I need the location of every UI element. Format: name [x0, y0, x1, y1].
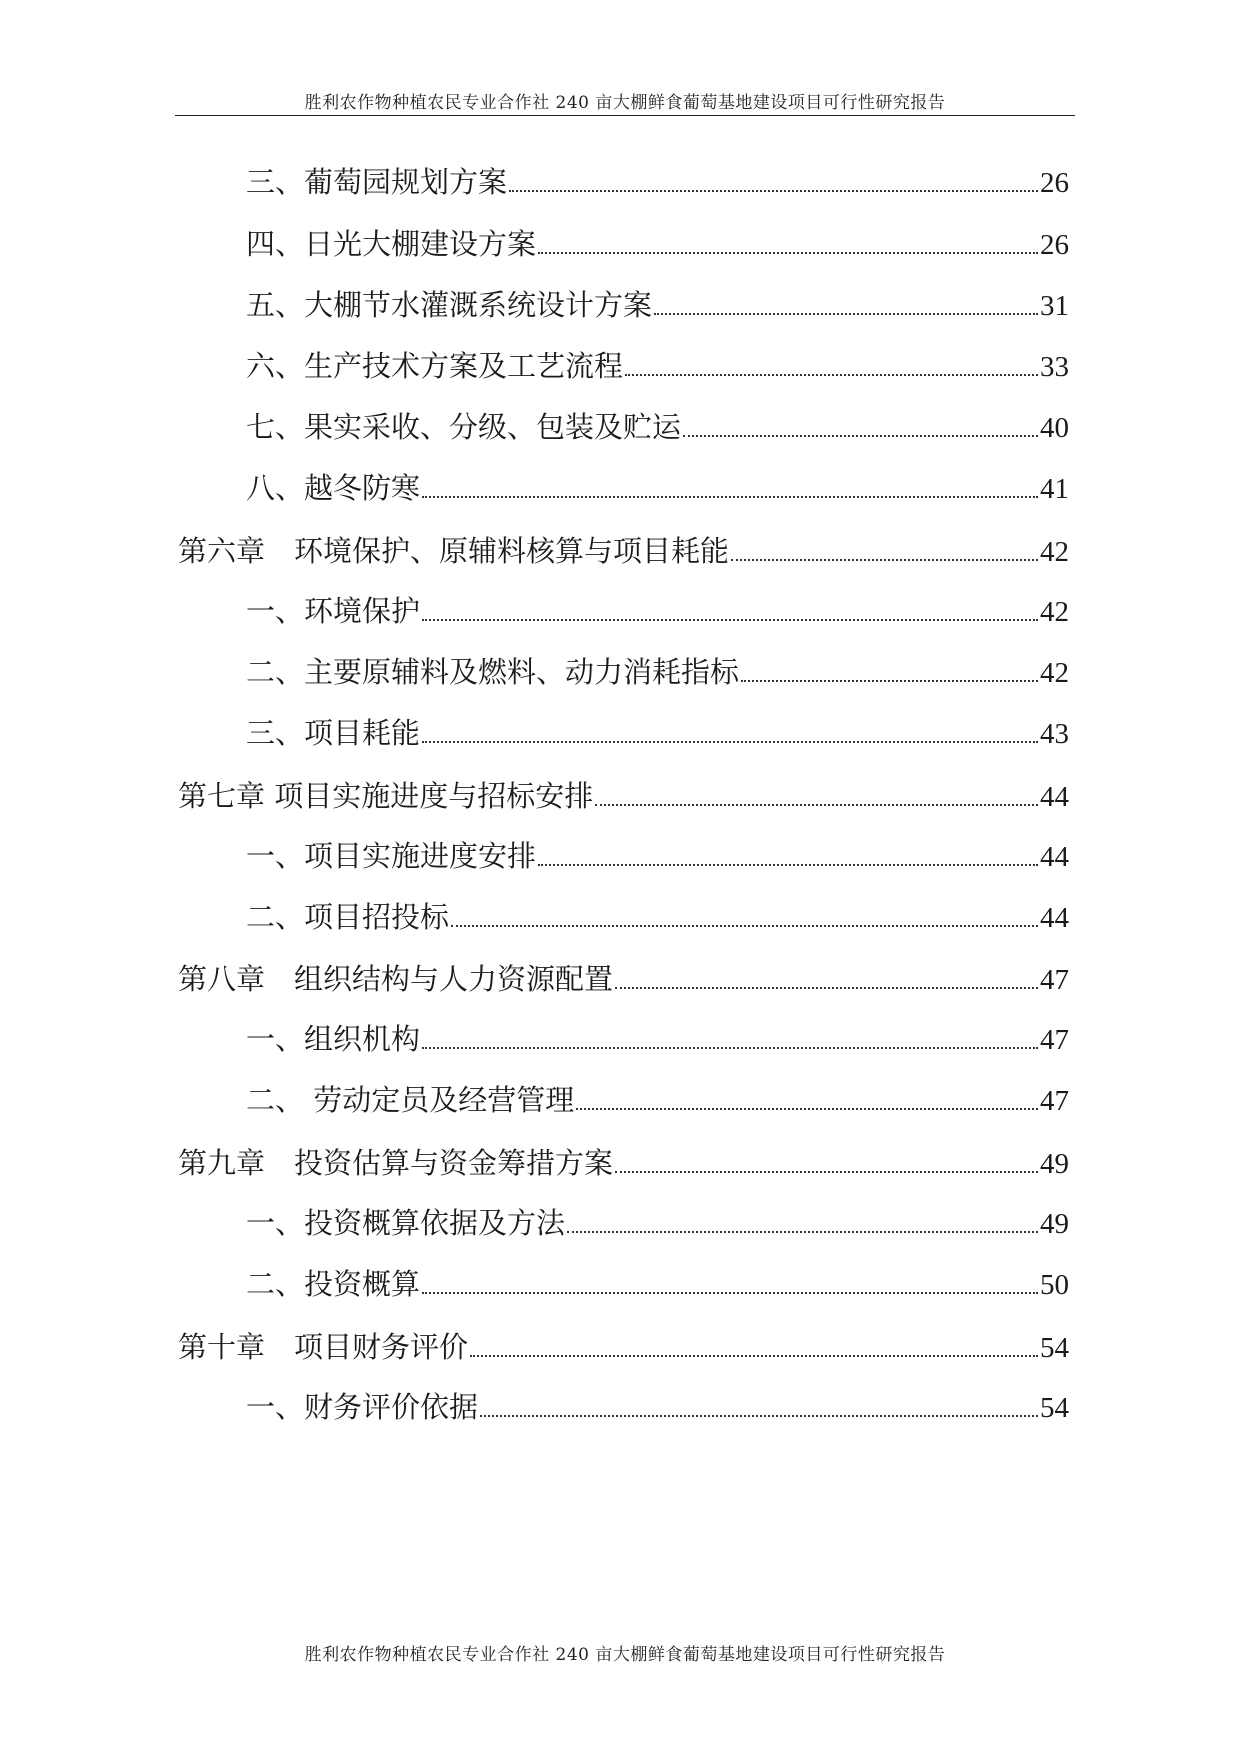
- toc-entry-page: 44: [1040, 781, 1069, 813]
- toc-entry-page: 33: [1040, 351, 1069, 383]
- toc-entry[interactable]: [246, 344, 1069, 388]
- toc-leader: [538, 252, 1038, 254]
- toc-entry-page: 42: [1040, 536, 1069, 568]
- toc-chapter-entry[interactable]: [178, 774, 1069, 818]
- toc-entry-title: 五、大棚节水灌溉系统设计方案: [246, 288, 653, 322]
- toc-entry[interactable]: [246, 711, 1069, 755]
- toc-entry-page: 47: [1040, 1085, 1069, 1117]
- toc-entry[interactable]: [246, 1262, 1069, 1306]
- toc-entry[interactable]: [246, 405, 1069, 449]
- page-footer: 胜利农作物种植农民专业合作社 240 亩大棚鲜食葡萄基地建设项目可行性研究报告: [304, 1645, 946, 1665]
- toc-entry-page: 42: [1040, 657, 1069, 689]
- toc-leader: [683, 435, 1038, 437]
- toc-entry-title: 一、投资概算依据及方法: [246, 1206, 566, 1240]
- toc-entry-page: 26: [1040, 229, 1069, 261]
- toc-entry-title: 二、 劳动定员及经营管理: [246, 1083, 575, 1117]
- toc-entry-title: 第七章 项目实施进度与招标安排: [178, 779, 594, 813]
- toc-entry-title: 第八章 组织结构与人力资源配置: [178, 962, 614, 996]
- toc-entry-title: 第九章 投资估算与资金筹措方案: [178, 1146, 614, 1180]
- toc-entry-title: 一、环境保护: [246, 594, 421, 628]
- toc-chapter-entry[interactable]: [178, 957, 1069, 1001]
- toc-leader: [422, 1292, 1038, 1294]
- toc-entry[interactable]: [246, 1078, 1069, 1122]
- toc-entry-page: 50: [1040, 1269, 1069, 1301]
- toc-entry[interactable]: [246, 1385, 1069, 1429]
- toc-leader: [538, 864, 1038, 866]
- toc-entry-page: 41: [1040, 473, 1069, 505]
- page-header: 胜利农作物种植农民专业合作社 240 亩大棚鲜食葡萄基地建设项目可行性研究报告: [304, 93, 946, 113]
- toc-entry[interactable]: [246, 466, 1069, 510]
- toc-leader: [567, 1231, 1038, 1233]
- toc-entry-page: 47: [1040, 964, 1069, 996]
- toc-leader: [422, 619, 1038, 621]
- toc-entry[interactable]: [246, 160, 1069, 204]
- toc-entry[interactable]: [246, 1201, 1069, 1245]
- toc-leader: [422, 1047, 1038, 1049]
- toc-entry-title: 一、组织机构: [246, 1022, 421, 1056]
- toc-entry-page: 54: [1040, 1392, 1069, 1424]
- toc-entry-page: 44: [1040, 841, 1069, 873]
- toc-entry-title: 一、财务评价依据: [246, 1390, 479, 1424]
- toc-entry[interactable]: [246, 283, 1069, 327]
- toc-entry-page: 42: [1040, 596, 1069, 628]
- toc-leader: [470, 1355, 1038, 1357]
- toc-chapter-entry[interactable]: [178, 529, 1069, 573]
- toc-entry-page: 47: [1040, 1024, 1069, 1056]
- toc-entry-title: 六、生产技术方案及工艺流程: [246, 349, 624, 383]
- toc-entry-title: 四、日光大棚建设方案: [246, 227, 537, 261]
- toc-entry-title: 二、投资概算: [246, 1267, 421, 1301]
- toc-leader: [615, 1171, 1038, 1173]
- toc-leader: [422, 741, 1038, 743]
- toc-chapter-entry[interactable]: [178, 1141, 1069, 1185]
- toc-entry-title: 七、果实采收、分级、包装及贮运: [246, 410, 682, 444]
- toc-entry-title: 三、项目耗能: [246, 716, 421, 750]
- toc-entry[interactable]: [246, 1017, 1069, 1061]
- toc-entry-page: 49: [1040, 1148, 1069, 1180]
- toc-entry-title: 八、越冬防寒: [246, 471, 421, 505]
- toc-leader: [422, 496, 1038, 498]
- toc-entry-page: 54: [1040, 1332, 1069, 1364]
- toc-entry-title: 二、项目招投标: [246, 900, 450, 934]
- toc-chapter-entry[interactable]: [178, 1325, 1069, 1369]
- toc-entry[interactable]: [246, 222, 1069, 266]
- toc-entry-page: 26: [1040, 167, 1069, 199]
- toc-entry-title: 三、葡萄园规划方案: [246, 165, 508, 199]
- toc-entry[interactable]: [246, 895, 1069, 939]
- toc-leader: [731, 559, 1038, 561]
- toc-entry[interactable]: [246, 834, 1069, 878]
- toc-leader: [451, 925, 1038, 927]
- toc-leader: [595, 804, 1038, 806]
- toc-entry-page: 43: [1040, 718, 1069, 750]
- toc-entry[interactable]: [246, 589, 1069, 633]
- toc-leader: [741, 680, 1038, 682]
- toc-entry-page: 44: [1040, 902, 1069, 934]
- toc-leader: [509, 190, 1038, 192]
- toc-entry-page: 49: [1040, 1208, 1069, 1240]
- toc-entry[interactable]: [246, 650, 1069, 694]
- toc-leader: [615, 987, 1038, 989]
- toc-leader: [654, 313, 1038, 315]
- toc-entry-page: 31: [1040, 290, 1069, 322]
- toc-leader: [625, 374, 1038, 376]
- toc-entry-page: 40: [1040, 412, 1069, 444]
- toc-entry-title: 第十章 项目财务评价: [178, 1330, 469, 1364]
- toc-entry-title: 二、主要原辅料及燃料、动力消耗指标: [246, 655, 740, 689]
- toc-leader: [576, 1108, 1038, 1110]
- toc-entry-title: 一、项目实施进度安排: [246, 839, 537, 873]
- toc-entry-title: 第六章 环境保护、原辅料核算与项目耗能: [178, 534, 730, 568]
- toc-leader: [480, 1415, 1038, 1417]
